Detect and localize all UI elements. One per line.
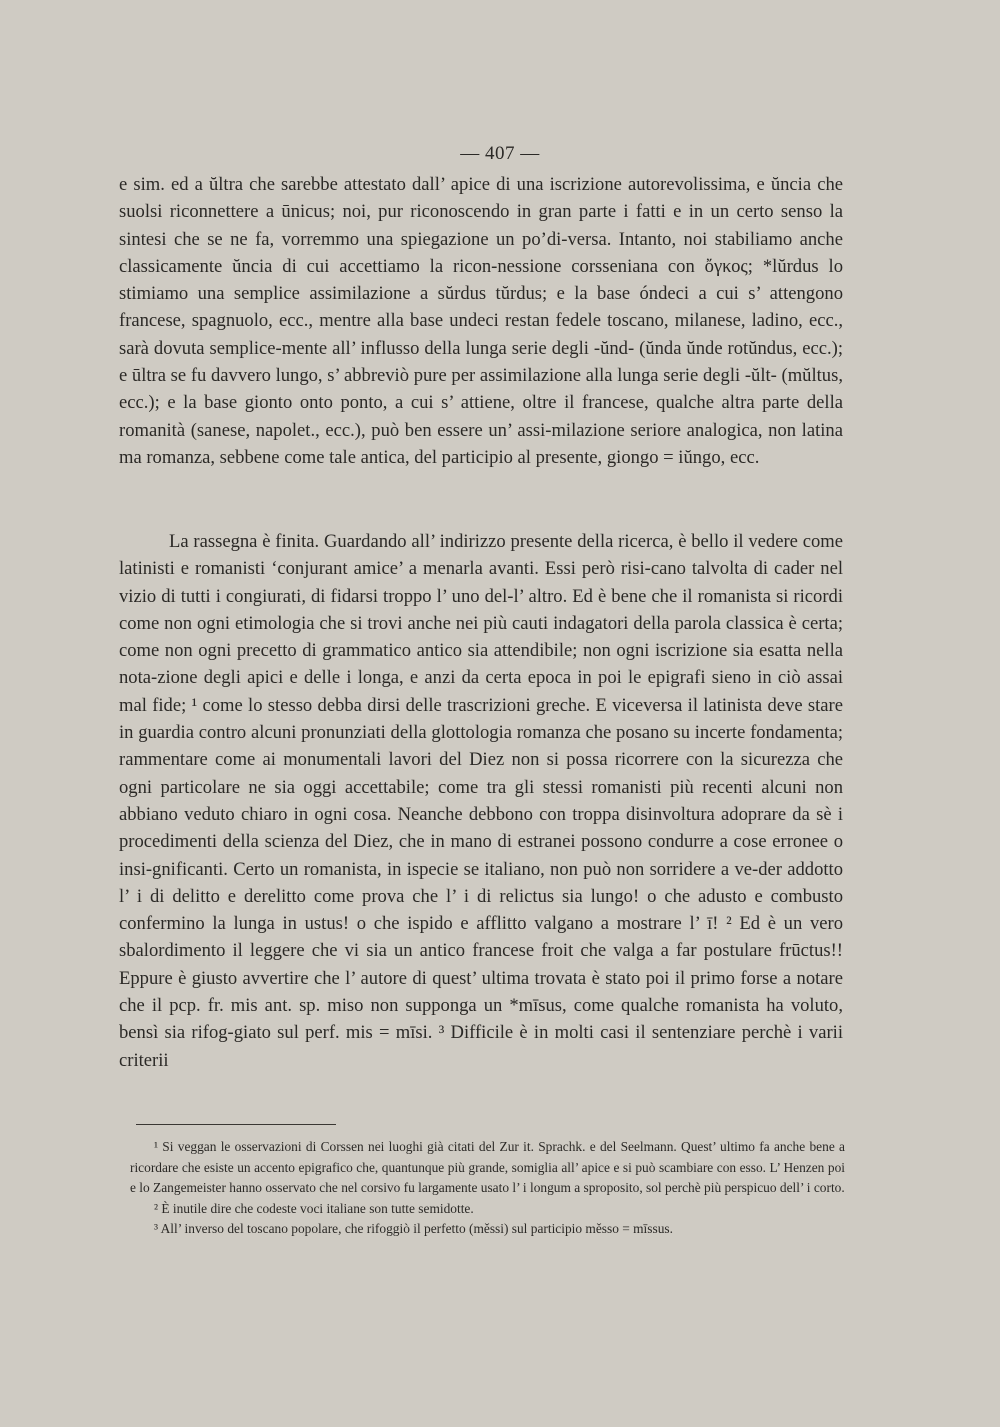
body-paragraph-2 <box>119 528 843 1074</box>
footnote-1 <box>130 1137 845 1199</box>
body-paragraph-1: e sim. ed a ŭltra che sarebbe attestato dall’ apice di una iscrizione autorevolissima, e ŭncia che suolsi riconnettere a ūnicus; noi, pur riconoscendo in gran parte i fatti e in un certo senso la sintesi che se ne fa, vorremmo una spiegazione un po’di-versa. Intanto, noi stabiliamo anche classicamente ŭncia di cui accettiamo la ricon-nessione corsseniana con ὄγκος; *lŭrdus lo stimiamo una semplice assimilazione a sŭrdus tŭrdus; e la base óndeci a cui s’ attengono francese, spagnuolo, ecc., mentre alla base undeci restan fedele toscano, milanese, ladino, ecc., sarà dovuta semplice-mente all’ influsso della lunga serie degli -ŭnd- (ŭnda ŭnde rotŭndus, ecc.); e ūltra se fu davvero lungo, s’ abbreviò pure per assimilazione alla lunga serie degli -ŭlt- (mŭltus, ecc.); e la base gionto onto ponto, a cui s’ attiene, oltre il francese, qualche altra parte della romanità (sanese, napolet., ecc.), può ben essere un’ assi-milazione seriore analogica, non latina ma romanza, sebbene come tale antica, del participio al presente, giongo = iŭngo, ecc. <box>119 174 843 468</box>
footnote-divider <box>136 1124 336 1125</box>
footnote-2 <box>130 1199 845 1220</box>
footnote-3 <box>130 1219 845 1240</box>
footnotes <box>130 1137 845 1240</box>
footnote-3-text: ³ All’ inverso del toscano popolare, che rifoggiò il perfetto (měssi) sul participio měsso = mīssus. <box>154 1221 673 1237</box>
page-number: — 407 — <box>460 143 540 164</box>
body-paragraph-2-text: La rassegna è finita. Guardando all’ indirizzo presente della ricerca, è bello il vedere come latinisti e romanisti ‘conjurant amice’ a menarla avanti. Essi però risi-cano talvolta di cader nel vizio di tutti i congiurati, di fidarsi troppo l’ uno del-l’ altro. Ed è bene che il romanista si ricordi come non ogni etimologia che si trovi anche nei più cauti indagatori della parola classica è certa; come non ogni precetto di grammatico antico sia attendibile; non ogni iscrizione sia esatta nella nota-zione degli apici e delle i longa, e anzi da certa epoca in poi le epigrafi sieno in ciò assai mal fide; ¹ come lo stesso debba dirsi delle trascrizioni greche. E viceversa il latinista deve stare in guardia contro alcuni pronunziati della glottologia romanza che posano su incerte fondamenta; rammentare come ai monumentali lavori del Diez non si possa ricorrere con la sicurezza che ogni particolare ne sia oggi accettabile; come tra gli stessi romanisti più recenti alcuni non abbiano veduto chiaro in ogni cosa. Neanche debbono con troppa disinvoltura adoprare da sè i procedimenti della scienza del Diez, che in mano di estranei possono condurre a cose erronee o insi-gnificanti. Certo un romanista, in ispecie se italiano, non può non sorridere a ve-der addotto l’ i di delitto e derelitto come prova che l’ i di relictus sia lungo! o che adusto e combusto confermino la lunga in ustus! o che ispido e afflitto valgano a mostrare l’ ī! ² Ed è un vero sbalordimento il leggere che vi sia un antico francese froit che valga a far postulare frūctus!! Eppure è giusto avvertire che l’ autore di quest’ ultima trovata è stato poi il primo forse a notare che il pcp. fr. mis ant. sp. miso non supponga un *mīsus, come qualche romanista ha voluto, bensì sia rifog-giato sul perf. mis = mīsi. ³ Difficile è in molti casi il sentenziare perchè i varii criterii <box>119 531 843 1071</box>
footnote-2-text: ² È inutile dire che codeste voci italiane son tutte semidotte. <box>154 1200 474 1216</box>
footnote-1-text: ¹ Si veggan le osservazioni di Corssen nei luoghi già citati del Zur it. Sprachk. e del Seelmann. Quest’ ultimo fa anche bene a ricordare che esiste un accento epigrafico che, quantunque più grande, somiglia all’ apice e si può scambiare con esso. L’ Henzen poi e lo Zangemeister hanno osservato che nel corsivo fu largamente usato l’ i longum a sproposito, sol perchè più perspicuo dell’ i corto. <box>130 1139 845 1196</box>
